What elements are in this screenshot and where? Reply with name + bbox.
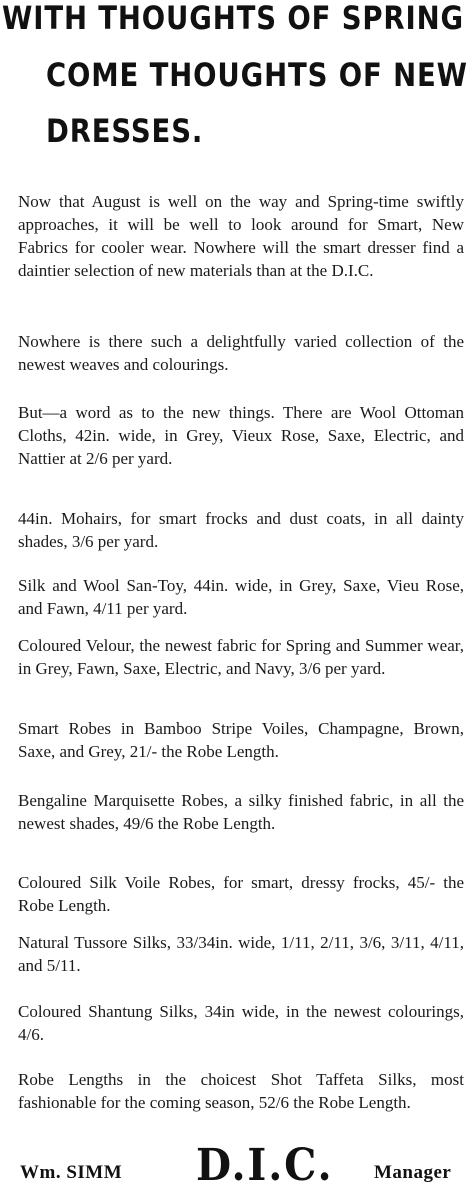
footer	[0, 1140, 475, 1196]
paragraph-velour: Coloured Velour, the newest fabric for Spring and Summer wear, in Grey, Fawn, Saxe, Electric, and Navy, 3/6 per yard.	[18, 636, 464, 678]
paragraph-mohairs: 44in. Mohairs, for smart frocks and dust coats, in all dainty shades, 3/6 per yard.	[18, 509, 464, 551]
paragraph-bengaline: Bengaline Marquisette Robes, a silky finished fabric, in all the newest shades, 49/6 the Robe Length.	[18, 791, 464, 833]
manager-title: Manager	[374, 1162, 452, 1183]
headline-line-1: WITH THOUGHTS OF SPRING	[2, 0, 464, 37]
paragraph-varied: Nowhere is there such a delightfully varied collection of the newest weaves and colourings.	[18, 332, 464, 374]
paragraph-taffeta: Robe Lengths in the choicest Shot Taffeta Silks, most fashionable for the coming season, 52/6 the Robe Length.	[18, 1070, 464, 1112]
headline-line-2: COME THOUGHTS OF NEW	[46, 56, 468, 94]
headline-line-3: DRESSES.	[46, 112, 204, 150]
paragraph-shantung: Coloured Shantung Silks, 34in wide, in the newest colourings, 4/6.	[18, 1002, 464, 1044]
paragraph-intro: Now that August is well on the way and Spring-time swiftly approaches, it will be well to look around for Smart, New Fabrics for cooler wear. Nowhere will the smart dresser find a daintier selection of new materials than at the D.I.C.	[18, 192, 464, 280]
paragraph-silk-voile: Coloured Silk Voile Robes, for smart, dressy frocks, 45/- the Robe Length.	[18, 873, 464, 915]
paragraph-wool-ottoman: But—a word as to the new things. There are Wool Ottoman Cloths, 42in. wide, in Grey, Vieux Rose, Saxe, Electric, and Nattier at 2/6 per yard.	[18, 403, 464, 468]
paragraph-tussore: Natural Tussore Silks, 33/34in. wide, 1/11, 2/11, 3/6, 3/11, 4/11, and 5/11.	[18, 933, 464, 975]
dic-logo: D.I.C.	[196, 1140, 334, 1191]
manager-name: Wm. SIMM	[20, 1162, 123, 1183]
paragraph-bamboo-robes: Smart Robes in Bamboo Stripe Voiles, Champagne, Brown, Saxe, and Grey, 21/- the Robe Length.	[18, 719, 464, 761]
paragraph-san-toy: Silk and Wool San-Toy, 44in. wide, in Grey, Saxe, Vieu Rose, and Fawn, 4/11 per yard.	[18, 576, 464, 618]
